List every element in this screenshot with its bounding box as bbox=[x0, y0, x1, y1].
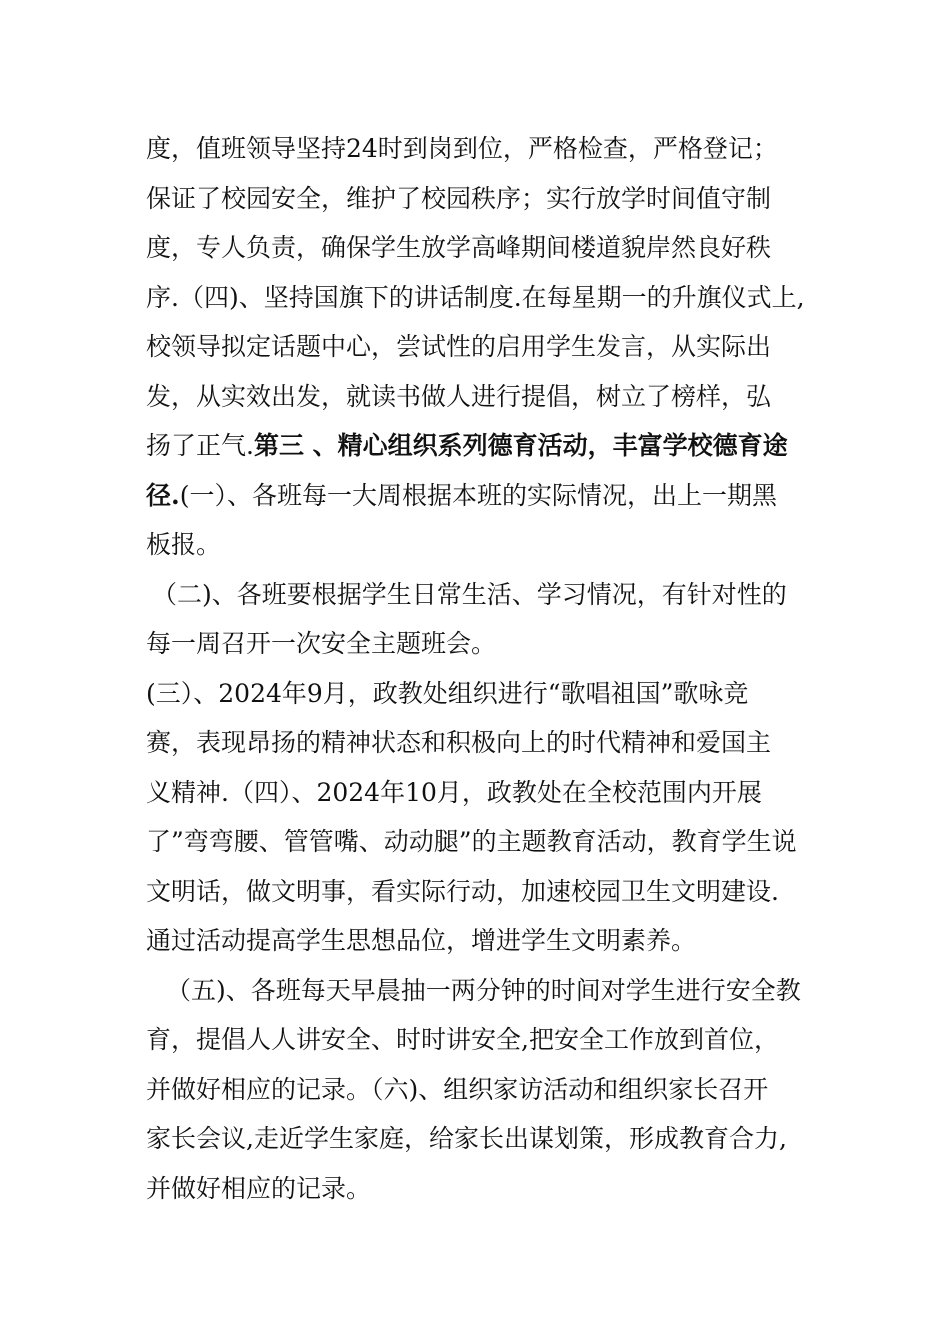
text-line bbox=[146, 1164, 816, 1214]
body-text: 度，值班领导坚持24时到岗到位，严格检查，严格登记； bbox=[146, 134, 778, 163]
body-text: （二)、各班要根据学生日常生活、学习情况，有针对性的 bbox=[152, 579, 787, 609]
text-line bbox=[146, 570, 816, 620]
text-line bbox=[146, 471, 816, 521]
text-line bbox=[146, 867, 816, 917]
text-line bbox=[146, 619, 816, 669]
text-line bbox=[146, 817, 816, 867]
body-text: 了”弯弯腰、管管嘴、动动腿”的主题教育活动，教育学生说 bbox=[146, 827, 797, 856]
text-line bbox=[146, 273, 816, 323]
text-line bbox=[146, 421, 816, 471]
body-text: （五)、各班每天早晨抽一两分钟的时间对学生进行安全教 bbox=[166, 975, 801, 1005]
body-text: 度，专人负责，确保学生放学高峰期间楼道貌岸然良好秩 bbox=[146, 233, 772, 262]
text-line bbox=[146, 322, 816, 372]
text-line bbox=[146, 223, 816, 273]
text-line bbox=[146, 124, 816, 174]
text-line bbox=[146, 718, 816, 768]
text-line bbox=[146, 916, 816, 966]
body-text: 育，提倡人人讲安全、时时讲安全,把安全工作放到首位， bbox=[146, 1025, 779, 1054]
body-text: 扬了正气. bbox=[146, 431, 254, 460]
body-text: 校领导拟定话题中心，尝试性的启用学生发言，从实际出 bbox=[146, 332, 772, 361]
body-text: 并做好相应的记录。（六)、组织家访活动和组织家长召开 bbox=[146, 1074, 769, 1104]
body-text: 通过活动提高学生思想品位，增进学生文明素养。 bbox=[146, 926, 697, 955]
document-body bbox=[146, 124, 816, 1213]
text-line bbox=[146, 372, 816, 422]
body-text: 发，从实效出发，就读书做人进行提倡，树立了榜样，弘 bbox=[146, 381, 772, 411]
body-text: (一）、各班每一大周根据本班的实际情况，出上一期黑 bbox=[179, 480, 777, 510]
text-line bbox=[146, 669, 816, 719]
text-line bbox=[146, 1114, 816, 1164]
text-line bbox=[146, 1065, 816, 1115]
bold-heading-text: 径. bbox=[146, 480, 180, 510]
body-text: 保证了校园安全，维护了校园秩序；实行放学时间值守制 bbox=[146, 183, 772, 213]
body-text: 家长会议,走近学生家庭，给家长出谋划策，形成教育合力, bbox=[146, 1124, 787, 1153]
body-text: 文明话，做文明事，看实际行动，加速校园卫生文明建设. bbox=[146, 876, 779, 906]
body-text: 并做好相应的记录。 bbox=[146, 1173, 372, 1203]
text-line bbox=[146, 1015, 816, 1065]
body-text: 序.（四)、坚持国旗下的讲话制度.在每星期一的升旗仪式上, bbox=[146, 282, 805, 312]
text-line bbox=[146, 174, 816, 224]
body-text: 每一周召开一次安全主题班会。 bbox=[146, 629, 497, 658]
body-text: 赛，表现昂扬的精神状态和积极向上的时代精神和爱国主 bbox=[146, 728, 772, 757]
bold-heading-text: 第三 、精心组织系列德育活动，丰富学校德育途 bbox=[253, 431, 788, 460]
body-text: (三）、2024年9月，政教处组织进行“歌唱祖国”歌咏竞 bbox=[146, 678, 749, 708]
body-text: 义精神.（四）、2024年10月，政教处在全校范围内开展 bbox=[146, 777, 762, 807]
body-text: 板报。 bbox=[146, 530, 222, 559]
text-line bbox=[146, 768, 816, 818]
text-line bbox=[146, 966, 816, 1016]
text-line bbox=[146, 520, 816, 570]
